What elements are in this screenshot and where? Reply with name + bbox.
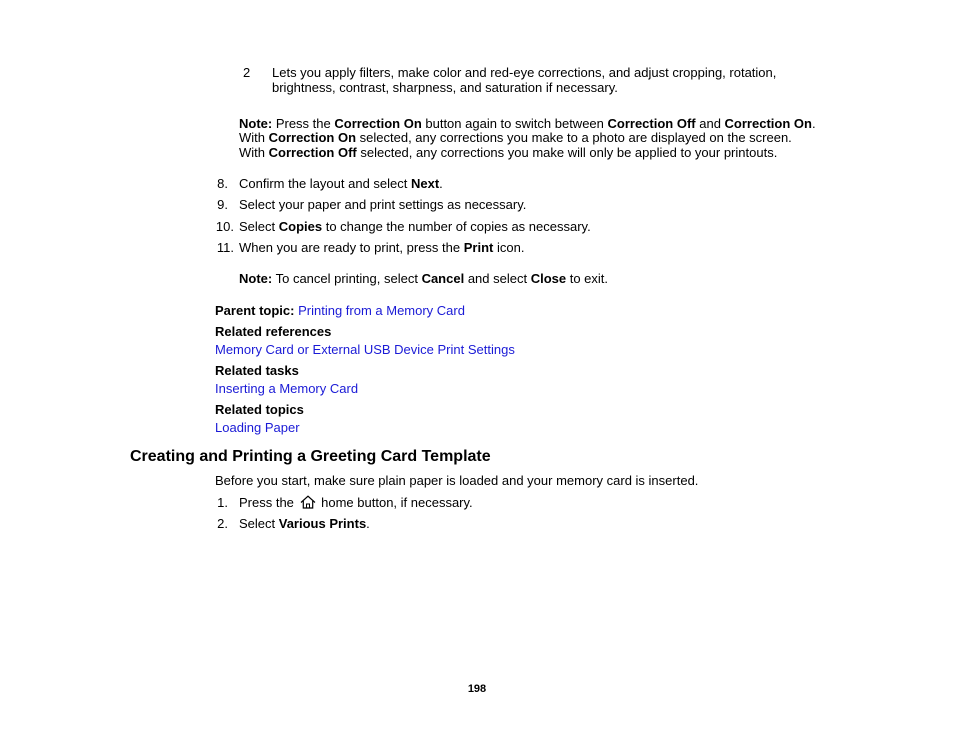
note-correction-line1: Note: Press the Correction On button again to switch between Correction Off and Correction On. (239, 116, 816, 131)
related-tasks-link[interactable]: Inserting a Memory Card (215, 381, 359, 396)
home-icon (300, 495, 316, 509)
page-number: 198 (467, 683, 487, 695)
related-topics-label: Related topics (215, 402, 304, 417)
step-number: 10. (215, 219, 234, 234)
note-cancel: Note: To cancel printing, select Cancel and select Close to exit. (239, 271, 609, 286)
section-heading: Creating and Printing a Greeting Card Template (130, 448, 491, 465)
option-text-line2: brightness, contrast, sharpness, and saturation if necessary. (272, 80, 618, 95)
step-number: 1. (217, 495, 228, 510)
step-number: 2. (217, 516, 228, 531)
related-references-label: Related references (215, 324, 332, 339)
option-text-line1: Lets you apply filters, make color and red-eye corrections, and adjust cropping, rotation, (272, 65, 777, 80)
parent-topic-link[interactable]: Printing from a Memory Card (298, 303, 465, 318)
step-text: Select Various Prints. (239, 516, 370, 531)
related-references-link[interactable]: Memory Card or External USB Device Print Settings (215, 342, 515, 357)
step-text: When you are ready to print, press the Print icon. (239, 240, 525, 255)
step-number: 9. (217, 197, 228, 212)
section-intro: Before you start, make sure plain paper is loaded and your memory card is inserted. (215, 473, 699, 488)
note-correction-line2: With Correction On selected, any corrections you make to a photo are displayed on the screen. (239, 130, 792, 145)
step-text: Select your paper and print settings as necessary. (239, 197, 527, 212)
step-text: Confirm the layout and select Next. (239, 176, 443, 191)
option-number: 2 (243, 65, 251, 80)
step-text: Press the home button, if necessary. (239, 495, 473, 510)
parent-topic: Parent topic: Printing from a Memory Card (215, 303, 465, 318)
note-correction-line3: With Correction Off selected, any corrections you make will only be applied to your printouts. (239, 145, 778, 160)
step-number: 11. (216, 240, 234, 255)
step-text: Select Copies to change the number of copies as necessary. (239, 219, 591, 234)
related-topics-link[interactable]: Loading Paper (215, 420, 300, 435)
step-number: 8. (217, 176, 228, 191)
related-tasks-label: Related tasks (215, 363, 299, 378)
